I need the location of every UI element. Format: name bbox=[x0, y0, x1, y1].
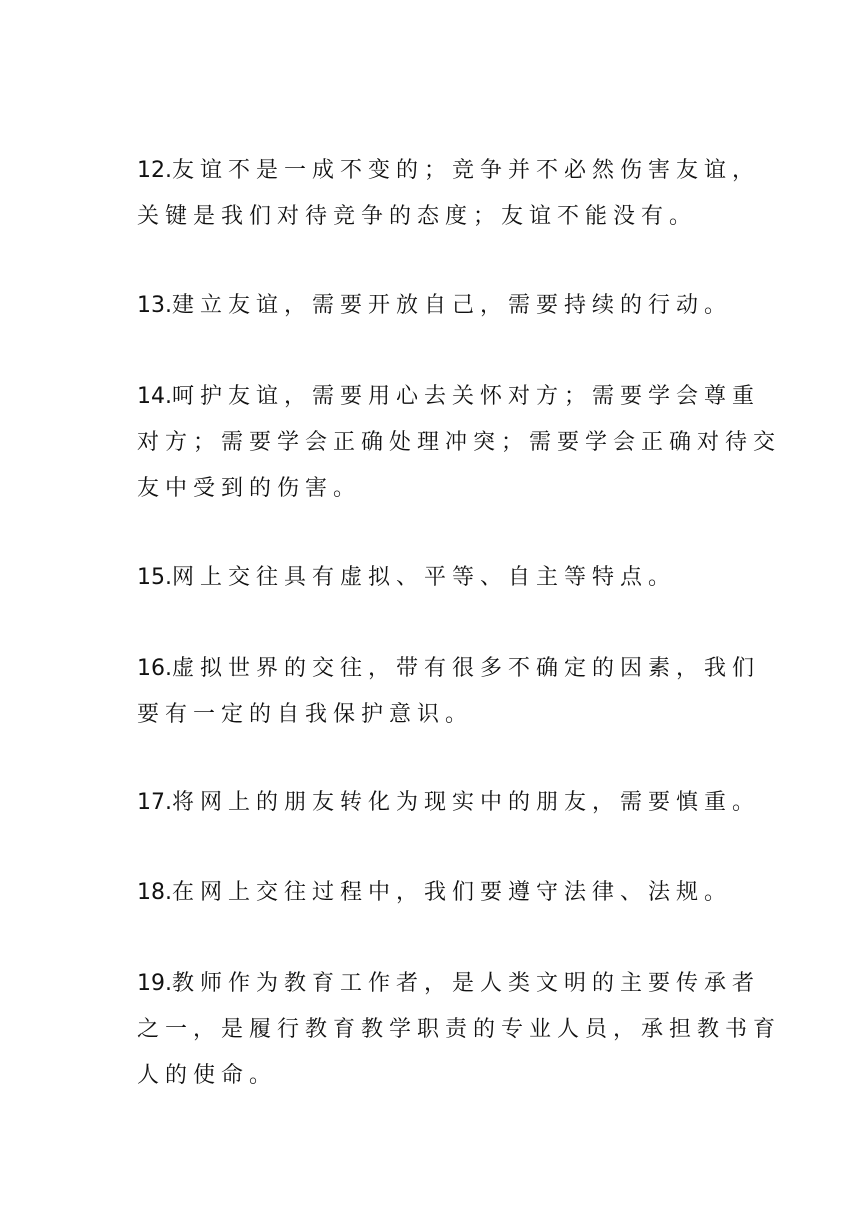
paragraph-item-15 bbox=[137, 555, 737, 601]
paragraph-line: 之一，是履行教育教学职责的专业人员，承担教书育 bbox=[137, 1017, 782, 1042]
paragraph-text: 在网上交往过程中，我们要遵守法律、法规。 bbox=[172, 880, 733, 905]
paragraph-line bbox=[137, 555, 737, 601]
paragraph-item-12 bbox=[137, 148, 761, 240]
paragraph-line bbox=[137, 283, 737, 329]
item-number: 16. bbox=[137, 656, 172, 681]
paragraph-item-14 bbox=[137, 374, 782, 512]
paragraph-line: 人的使命。 bbox=[137, 1063, 278, 1088]
paragraph-item-16 bbox=[137, 646, 761, 738]
paragraph-item-18 bbox=[137, 870, 737, 916]
paragraph-item-17 bbox=[137, 780, 761, 826]
item-number: 17. bbox=[137, 790, 172, 815]
paragraph-line bbox=[137, 646, 761, 692]
paragraph-item-19 bbox=[137, 961, 782, 1099]
item-number: 14. bbox=[137, 384, 172, 409]
item-number: 13. bbox=[137, 293, 172, 318]
item-number: 12. bbox=[137, 158, 172, 183]
paragraph-text: 教师作为教育工作者，是人类文明的主要传承者 bbox=[172, 971, 761, 996]
paragraph-line: 关键是我们对待竞争的态度；友谊不能没有。 bbox=[137, 204, 698, 229]
paragraph-text: 网上交往具有虚拟、平等、自主等特点。 bbox=[172, 565, 677, 590]
item-number: 15. bbox=[137, 565, 172, 590]
paragraph-line bbox=[137, 780, 761, 826]
paragraph-line bbox=[137, 961, 761, 1007]
paragraph-text: 将网上的朋友转化为现实中的朋友，需要慎重。 bbox=[172, 790, 761, 815]
paragraph-text: 友谊不是一成不变的；竞争并不必然伤害友谊， bbox=[172, 158, 761, 183]
paragraph-line: 友中受到的伤害。 bbox=[137, 476, 362, 501]
paragraph-line bbox=[137, 870, 737, 916]
paragraph-text: 建立友谊，需要开放自己，需要持续的行动。 bbox=[172, 293, 733, 318]
paragraph-text: 虚拟世界的交往，带有很多不确定的因素，我们 bbox=[172, 656, 761, 681]
item-number: 19. bbox=[137, 971, 172, 996]
paragraph-line bbox=[137, 374, 761, 420]
paragraph-text: 呵护友谊，需要用心去关怀对方；需要学会尊重 bbox=[172, 384, 761, 409]
paragraph-line: 要有一定的自我保护意识。 bbox=[137, 702, 474, 727]
paragraph-line bbox=[137, 148, 761, 194]
paragraph-item-13 bbox=[137, 283, 737, 329]
item-number: 18. bbox=[137, 880, 172, 905]
paragraph-line: 对方；需要学会正确处理冲突；需要学会正确对待交 bbox=[137, 430, 782, 455]
